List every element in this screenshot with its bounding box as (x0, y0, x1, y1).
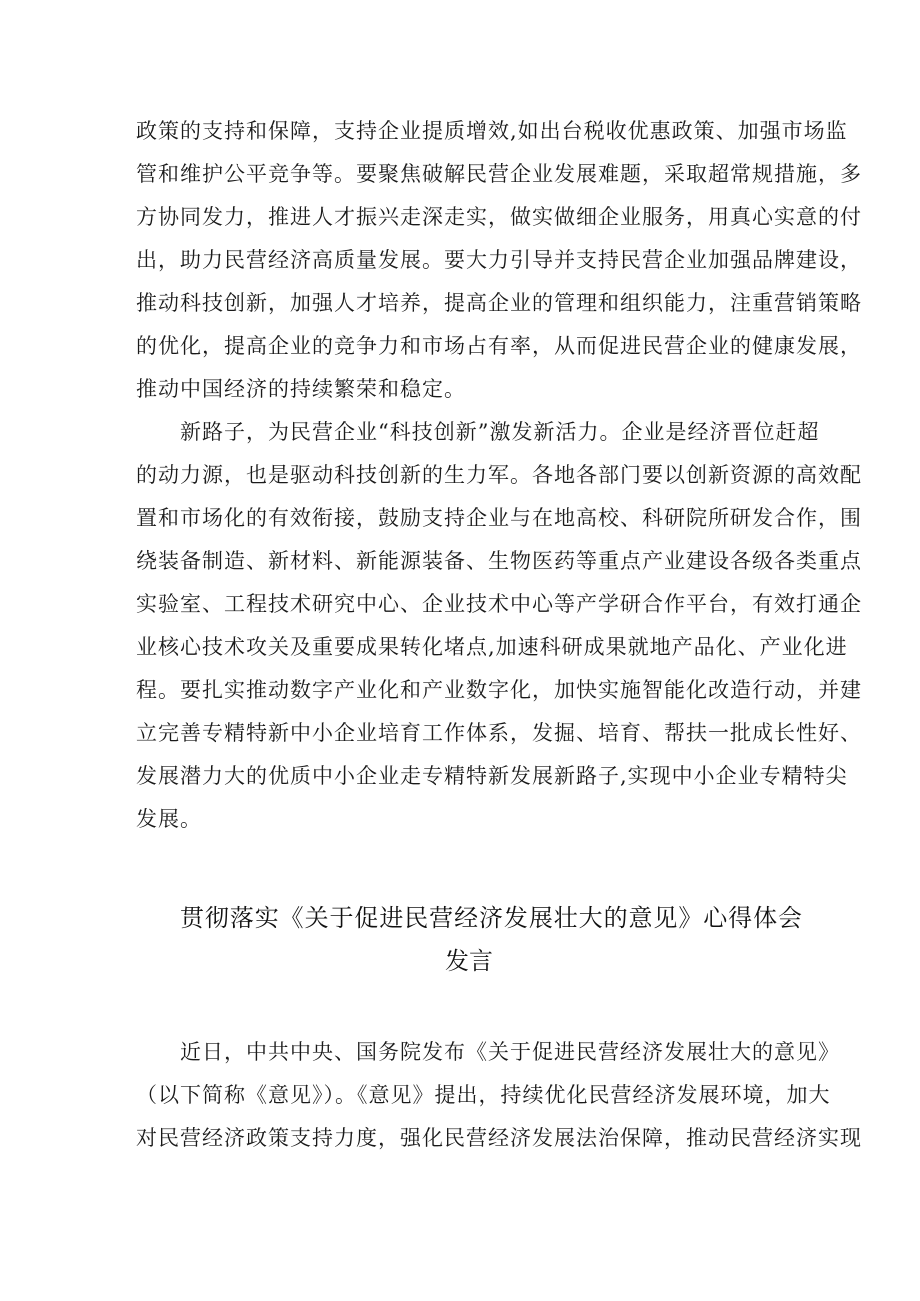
text-line: 业核心技术攻关及重要成果转化堵点,加速科研成果就地产品化、产业化进 (136, 635, 848, 659)
section-title (136, 897, 802, 983)
paragraph-2 (136, 411, 862, 841)
section-title-line-1: 贯彻落实《关于促进民营经济发展壮大的意见》心得体会 (180, 904, 802, 932)
text-line: 立完善专精特新中小企业培育工作体系，发掘、培育、帮扶一批成长性好、 (136, 721, 862, 745)
text-line: 方协同发力，推进人才振兴走深走实，做实做细企业服务，用真心实意的付 (136, 205, 862, 229)
paragraph-1 (136, 110, 862, 411)
text-line: 对民营经济政策支持力度，强化民营经济发展法治保障，推动民营经济实现 (136, 1126, 862, 1150)
text-line: 置和市场化的有效衔接，鼓励支持企业与在地高校、科研院所研发合作，围 (136, 506, 862, 530)
text-line: 发展。 (136, 807, 202, 831)
text-line: 管和维护公平竞争等。要聚焦破解民营企业发展难题，采取超常规措施，多 (136, 162, 862, 186)
text-line: 出，助力民营经济高质量发展。要大力引导并支持民营企业加强品牌建设， (136, 248, 862, 272)
paragraph-3 (136, 1031, 862, 1160)
section-title-line-2: 发言 (445, 947, 493, 975)
text-line: 近日，中共中央、国务院发布《关于促进民营经济发展壮大的意见》 (180, 1040, 840, 1064)
text-line: 实验室、工程技术研究中心、企业技术中心等产学研合作平台，有效打通企 (136, 592, 862, 616)
text-line: 推动科技创新，加强人才培养，提高企业的管理和组织能力，注重营销策略 (136, 291, 862, 315)
text-line: 推动中国经济的持续繁荣和稳定。 (136, 377, 466, 401)
text-line: 的优化，提高企业的竞争力和市场占有率，从而促进民营企业的健康发展， (136, 334, 862, 358)
text-line: 绕装备制造、新材料、新能源装备、生物医药等重点产业建设各级各类重点 (136, 549, 862, 573)
text-line: 的动力源，也是驱动科技创新的生力军。各地各部门要以创新资源的高效配 (136, 463, 862, 487)
text-line: （以下简称《意见》）。《意见》提出，持续优化民营经济发展环境，加大 (136, 1083, 831, 1107)
text-line: 发展潜力大的优质中小企业走专精特新发展新路子,实现中小企业专精特尖 (136, 764, 848, 788)
text-line: 程。要扎实推动数字产业化和产业数字化，加快实施智能化改造行动，并建 (136, 678, 862, 702)
text-line: 新路子，为民营企业“科技创新”激发新活力。企业是经济晋位赶超 (180, 420, 820, 444)
text-line: 政策的支持和保障，支持企业提质增效,如出台税收优惠政策、加强市场监 (136, 119, 848, 143)
